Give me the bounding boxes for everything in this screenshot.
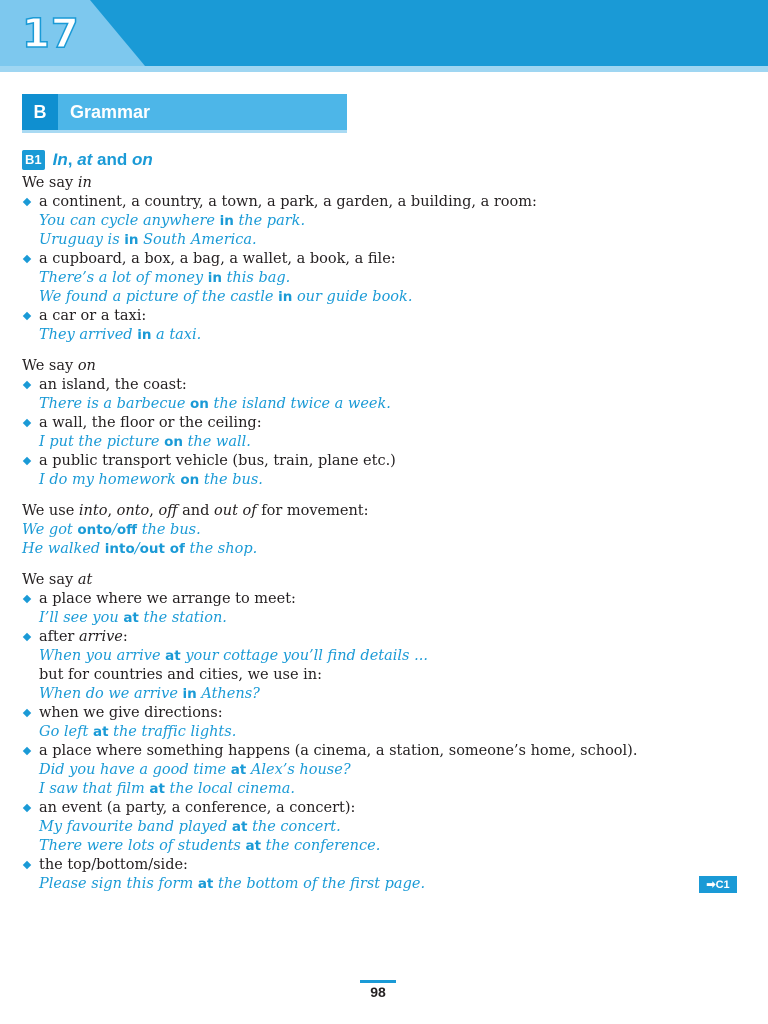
example-sentence: Please sign this form at the bottom of the first page. [39, 876, 426, 892]
bullet-diamond-icon [23, 312, 31, 320]
bullet-item: a public transport vehicle (bus, train, plane etc.) [22, 452, 742, 471]
cross-reference-badge[interactable]: ➡C1 [699, 876, 737, 893]
bullet-item: an event (a party, a conference, a concert): [22, 799, 742, 818]
bullet-diamond-icon [23, 419, 31, 427]
rule-intro-movement: We use into, onto, off and out of for movement: [22, 503, 369, 519]
bullet-diamond-icon [23, 198, 31, 206]
bullet-item: the top/bottom/side: [22, 856, 742, 875]
bullet-diamond-icon [23, 804, 31, 812]
section-letter: B [22, 94, 58, 130]
example-sentence: They arrived in a taxi. [39, 327, 202, 343]
example-sentence: I do my homework on the bus. [39, 472, 263, 488]
note-text: but for countries and cities, we use in: [39, 667, 323, 683]
bullet-diamond-icon [23, 381, 31, 389]
bullet-item: a cupboard, a box, a bag, a wallet, a book, a file: [22, 250, 742, 269]
section-header-shadow [22, 130, 347, 133]
unit-number: 17 [22, 11, 80, 57]
example-sentence: We found a picture of the castle in our guide book. [39, 289, 413, 305]
example-sentence: When do we arrive in Athens? [39, 686, 260, 702]
example-sentence: There is a barbecue on the island twice a week. [39, 396, 391, 412]
bullet-item: a place where something happens (a cinema, a station, someone’s home, school). [22, 742, 742, 761]
spacer [22, 559, 742, 571]
bullet-diamond-icon [23, 255, 31, 263]
subsection-title: In, at and on [52, 150, 153, 169]
bullet-item: a continent, a country, a town, a park, a garden, a building, a room: [22, 193, 742, 212]
rule-intro: We say at [22, 572, 93, 588]
subsection-heading [22, 148, 153, 172]
unit-header-band [0, 0, 768, 72]
grammar-content [22, 174, 742, 894]
bullet-diamond-icon [23, 633, 31, 641]
example-sentence: My favourite band played at the concert. [39, 819, 341, 835]
bullet-item: a place where we arrange to meet: [22, 590, 742, 609]
page-number: 98 [360, 980, 396, 1000]
bullet-diamond-icon [23, 709, 31, 717]
bullet-diamond-icon [23, 747, 31, 755]
bullet-item: a car or a taxi: [22, 307, 742, 326]
bullet-item: when we give directions: [22, 704, 742, 723]
spacer [22, 345, 742, 357]
example-sentence: When you arrive at your cottage you’ll find details ... [39, 648, 428, 664]
example-sentence: He walked into/out of the shop. [22, 541, 258, 557]
bullet-diamond-icon [23, 457, 31, 465]
bullet-diamond-icon [23, 861, 31, 869]
example-sentence: Uruguay is in South America. [39, 232, 257, 248]
spacer [22, 490, 742, 502]
section-title: Grammar [70, 102, 151, 122]
example-sentence: Did you have a good time at Alex’s house? [39, 762, 351, 778]
bullet-item: an island, the coast: [22, 376, 742, 395]
example-sentence: I’ll see you at the station. [39, 610, 227, 626]
example-sentence: I saw that film at the local cinema. [39, 781, 295, 797]
rule-intro: We say in [22, 175, 92, 191]
example-sentence: We got onto/off the bus. [22, 522, 201, 538]
example-sentence: There were lots of students at the conference. [39, 838, 381, 854]
example-sentence: You can cycle anywhere in the park. [39, 213, 306, 229]
section-header [22, 94, 347, 130]
example-sentence: Go left at the traffic lights. [39, 724, 237, 740]
subsection-badge: B1 [22, 150, 45, 170]
example-sentence: There’s a lot of money in this bag. [39, 270, 291, 286]
rule-intro: We say on [22, 358, 96, 374]
bullet-diamond-icon [23, 595, 31, 603]
bullet-item: after arrive: [22, 628, 742, 647]
bullet-item: a wall, the floor or the ceiling: [22, 414, 742, 433]
example-sentence: I put the picture on the wall. [39, 434, 251, 450]
